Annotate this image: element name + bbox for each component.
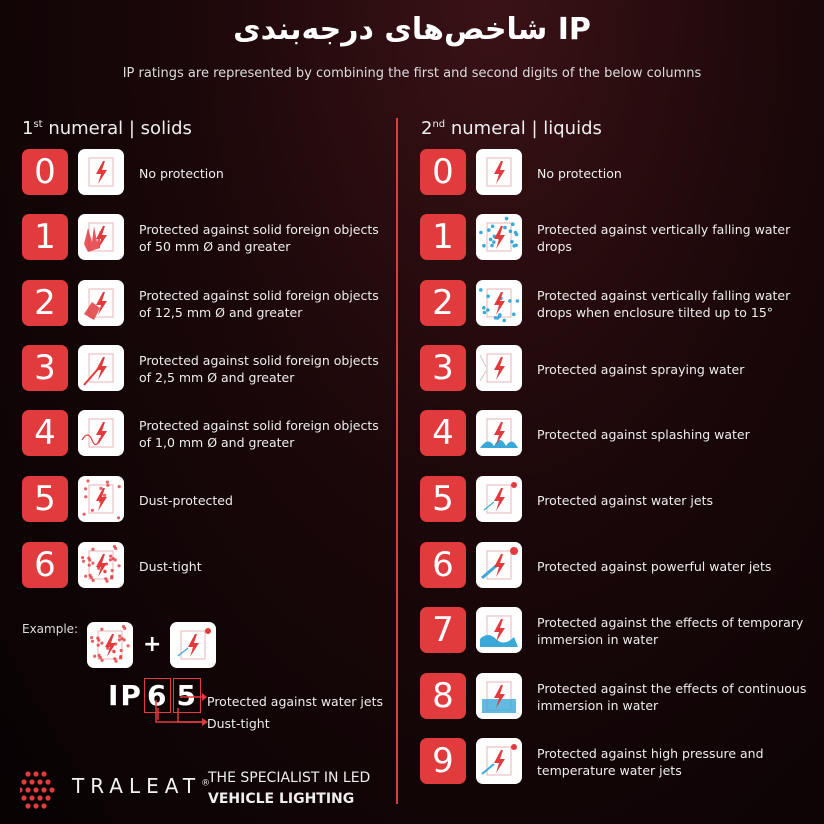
- liquids-digit-2: 2: [420, 280, 466, 326]
- liquids-digit-9: 9: [420, 738, 466, 784]
- solids-row-0: [22, 149, 379, 197]
- wire-icon: [78, 410, 124, 456]
- jet-icon: [170, 622, 216, 668]
- dust-tight-icon: [87, 622, 133, 668]
- liquids-digit-5: 5: [420, 476, 466, 522]
- dust-tight-icon: [78, 542, 124, 588]
- solids-row-4: [22, 410, 379, 458]
- liquids-description-7: Protected against the effects of temporary immersion in water: [537, 615, 804, 647]
- liquids-row-5: [420, 476, 809, 524]
- liquids-row-0: [420, 149, 809, 197]
- example-label: Example:: [22, 622, 79, 636]
- ip-first-digit: 6: [144, 678, 171, 713]
- liquids-row-8: [420, 673, 809, 721]
- liquids-description-0: No protection: [537, 165, 622, 181]
- liquids-description-3: Protected against spraying water: [537, 361, 745, 377]
- solids-row-6: [22, 542, 379, 590]
- solids-digit-6: 6: [22, 542, 68, 588]
- dust-icon: [78, 476, 124, 522]
- finger-icon: [78, 280, 124, 326]
- solids-digit-2: 2: [22, 280, 68, 326]
- example-first-meaning: Dust-tight: [207, 716, 270, 731]
- liquids-digit-1: 1: [420, 214, 466, 260]
- liquids-description-9: Protected against high pressure and temperature water jets: [537, 746, 764, 778]
- liquids-digit-3: 3: [420, 345, 466, 391]
- solids-row-3: [22, 345, 379, 393]
- tagline-line-1: THE SPECIALIST IN LED: [208, 770, 371, 786]
- liquids-description-4: Protected against splashing water: [537, 426, 750, 442]
- liquids-row-6: [420, 542, 809, 590]
- solids-row-5: [22, 476, 379, 524]
- liquids-row-7: [420, 607, 809, 655]
- brand-logo-icon: [20, 770, 64, 810]
- liquids-description-5: Protected against water jets: [537, 492, 713, 508]
- jet-icon: [476, 476, 522, 522]
- powerful-jet-icon: [476, 542, 522, 588]
- solids-heading: 1st numeral | solids: [22, 118, 192, 139]
- liquids-row-2: [420, 280, 809, 328]
- drops-icon: [476, 214, 522, 260]
- solids-description-6: Dust-tight: [139, 558, 202, 574]
- liquids-description-6: Protected against powerful water jets: [537, 558, 772, 574]
- solids-digit-0: 0: [22, 149, 68, 195]
- example-arrow-bottom: [150, 700, 210, 728]
- bolt-icon: [476, 149, 522, 195]
- liquids-digit-0: 0: [420, 149, 466, 195]
- liquids-digit-4: 4: [420, 410, 466, 456]
- plus-sign: +: [143, 632, 162, 657]
- hand-icon: [78, 214, 124, 260]
- immersion-icon: [476, 673, 522, 719]
- liquids-heading: 2nd numeral | liquids: [421, 118, 602, 139]
- tool-icon: [78, 345, 124, 391]
- liquids-digit-8: 8: [420, 673, 466, 719]
- brand-logo: TRALEAT®: [72, 774, 211, 798]
- solids-row-2: [22, 280, 379, 328]
- liquids-digit-7: 7: [420, 607, 466, 653]
- solids-description-3: Protected against solid foreign objects of 2,5 mm Ø and greater: [139, 353, 379, 385]
- liquids-row-3: [420, 345, 809, 393]
- solids-row-1: [22, 214, 379, 262]
- tilted-drops-icon: [476, 280, 522, 326]
- liquids-description-2: Protected against vertically falling water drops when enclosure tilted up to 15°: [537, 288, 791, 320]
- liquids-row-9: [420, 738, 809, 786]
- solids-digit-5: 5: [22, 476, 68, 522]
- liquids-row-4: [420, 410, 809, 458]
- solids-description-4: Protected against solid foreign objects of 1,0 mm Ø and greater: [139, 418, 379, 450]
- splash-icon: [476, 410, 522, 456]
- column-divider: [396, 118, 398, 804]
- tagline-line-2: VEHICLE LIGHTING: [208, 791, 355, 807]
- example-second-meaning: Protected against water jets: [207, 694, 383, 709]
- solids-digit-3: 3: [22, 345, 68, 391]
- bolt-icon: [78, 149, 124, 195]
- liquids-digit-6: 6: [420, 542, 466, 588]
- brand-tagline: [208, 768, 370, 810]
- solids-digit-1: 1: [22, 214, 68, 260]
- liquids-row-1: [420, 214, 809, 262]
- liquids-description-8: Protected against the effects of continuous immersion in water: [537, 681, 807, 713]
- spray-icon: [476, 345, 522, 391]
- solids-digit-4: 4: [22, 410, 68, 456]
- ip-prefix: IP: [108, 679, 143, 712]
- page-title: شاخص‌های درجه‌بندی IP: [233, 12, 591, 47]
- high-pressure-icon: [476, 738, 522, 784]
- page-subtitle: IP ratings are represented by combining the first and second digits of the below columns: [122, 66, 702, 81]
- solids-description-5: Dust-protected: [139, 492, 233, 508]
- ip-second-digit: 5: [173, 678, 200, 713]
- wave-icon: [476, 607, 522, 653]
- solids-description-1: Protected against solid foreign objects of 50 mm Ø and greater: [139, 222, 379, 254]
- liquids-description-1: Protected against vertically falling water drops: [537, 222, 791, 254]
- solids-description-2: Protected against solid foreign objects of 12,5 mm Ø and greater: [139, 288, 379, 320]
- solids-description-0: No protection: [139, 165, 224, 181]
